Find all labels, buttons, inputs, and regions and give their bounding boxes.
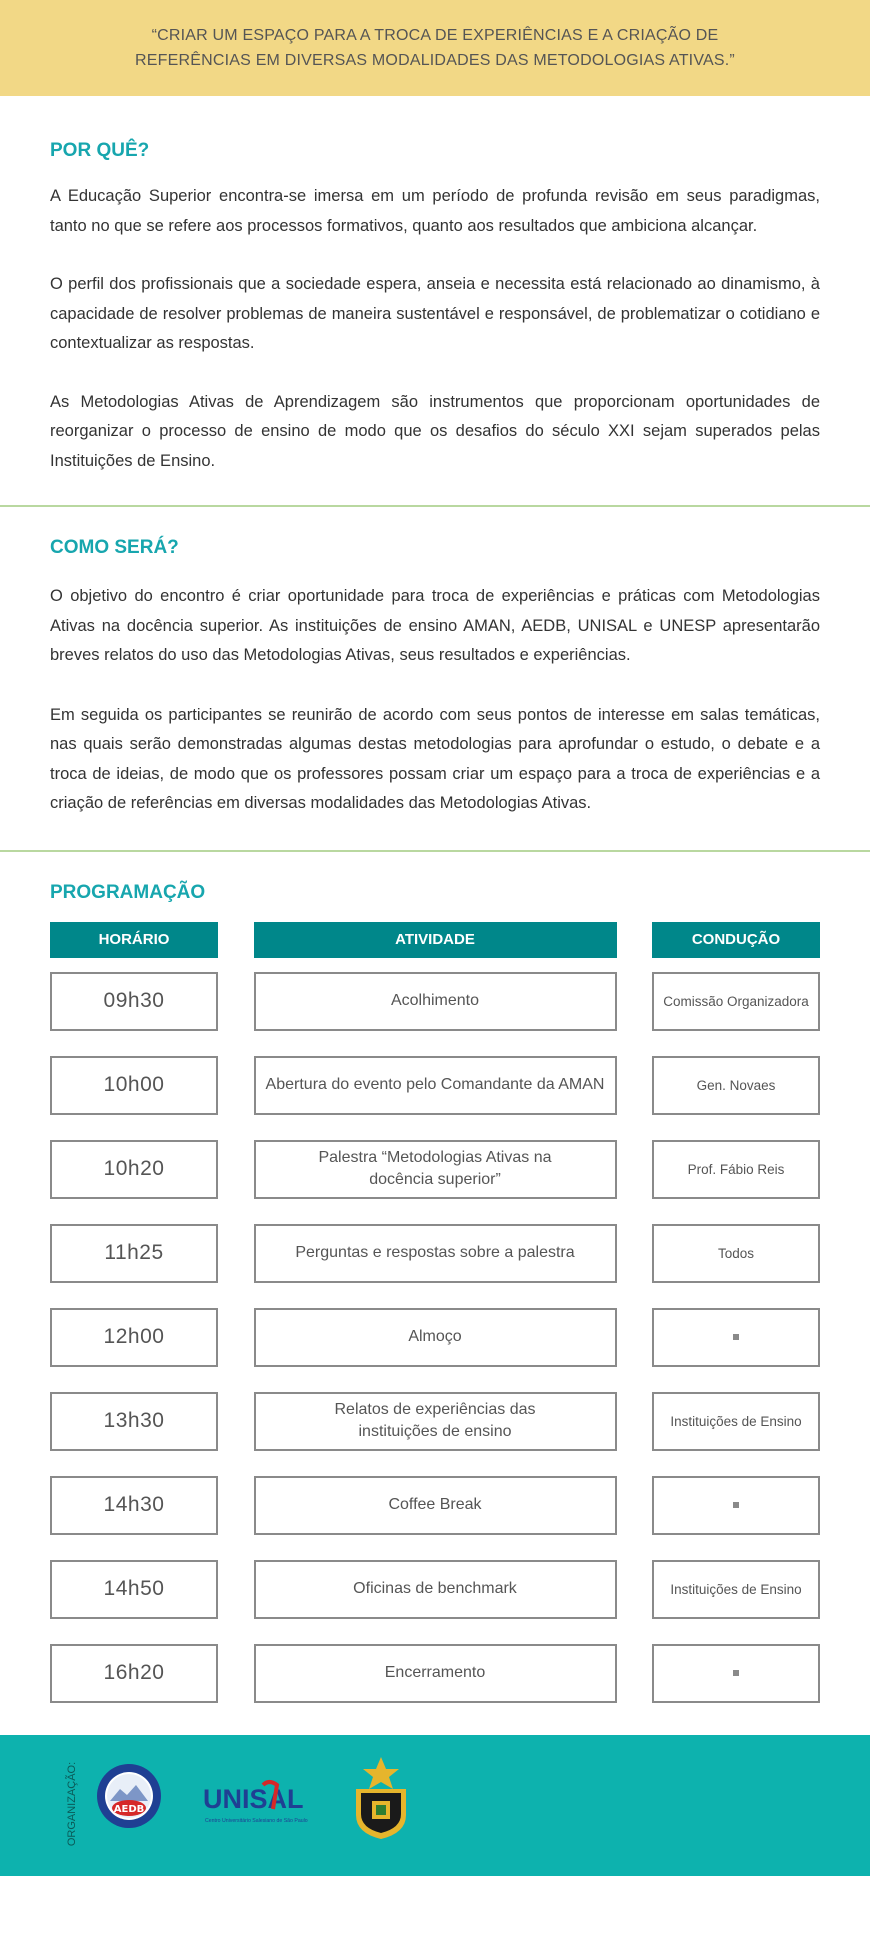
dash-mark	[733, 1670, 739, 1676]
paragraph: Em seguida os participantes se reunirão de acordo com seus pontos de interesse em salas temáticas, nas quais serão demonstradas algumas destas metodologias para aprofundar o estudo, o debate e a troca de ideias, de modo que os professores possam criar um espaço para a troca de experiências e a criação de referências em diversas modalidades das Metodologias Ativas.	[50, 705, 820, 812]
lead-cell: Instituições de Ensino	[652, 1560, 820, 1619]
paragraph: O objetivo do encontro é criar oportunidade para troca de experiências e práticas com Metodologias Ativas na docência superior. As instituições de ensino AMAN, AEDB, UNISAL e UNESP apresentarão breves relatos do uso das Metodologias Ativas, seus resultados e experiências.	[50, 587, 820, 664]
schedule-header	[50, 922, 820, 958]
aman-crest-logo	[348, 1755, 414, 1841]
unisal-logo-subtitle: Centro Universitário Salesiano de São Paulo	[205, 1817, 308, 1824]
schedule-row	[50, 1644, 820, 1703]
paragraph: O perfil dos profissionais que a sociedade espera, anseia e necessita está relacionado ao dinamismo, à capacidade de resolver problemas de maneira sustentável e responsável, de problematizar o cotidiano e contextualizar as respostas.	[50, 275, 820, 352]
lead-cell: Instituições de Ensino	[652, 1392, 820, 1451]
schedule-row	[50, 1560, 820, 1619]
organizacao-label	[41, 1761, 103, 1846]
paragraph: A Educação Superior encontra-se imersa em um período de profunda revisão em seus paradigmas, tanto no que se refere aos processos formativos, quanto aos resultados que ambiciona alcançar.	[50, 187, 820, 235]
activity-cell: Almoço	[254, 1308, 617, 1367]
activity-cell: Relatos de experiências das instituições de ensino	[254, 1392, 617, 1451]
time-cell: 14h30	[50, 1476, 218, 1535]
header-horario: HORÁRIO	[50, 922, 218, 958]
time-cell: 14h50	[50, 1560, 218, 1619]
time-cell: 09h30	[50, 972, 218, 1031]
time-cell: 16h20	[50, 1644, 218, 1703]
activity-cell: Abertura do evento pelo Comandante da AMAN	[254, 1056, 617, 1115]
paragraph: As Metodologias Ativas de Aprendizagem são instrumentos que proporcionam oportunidades de reorganizar o processo de ensino de modo que os desafios do século XXI sejam superados pelas Instituições de Ensino.	[50, 392, 820, 470]
schedule-table	[50, 972, 820, 1703]
schedule-row	[50, 1140, 820, 1199]
activity-cell: Oficinas de benchmark	[254, 1560, 617, 1619]
activity-cell: Coffee Break	[254, 1476, 617, 1535]
time-cell: 11h25	[50, 1224, 218, 1283]
schedule-row	[50, 972, 820, 1031]
dash-mark	[733, 1502, 739, 1508]
aedb-logo	[96, 1763, 162, 1829]
aedb-logo-text: AEDB	[113, 1803, 145, 1815]
time-cell: 10h20	[50, 1140, 218, 1199]
activity-cell: Palestra “Metodologias Ativas na docência superior”	[254, 1140, 617, 1199]
section-title-por-que: POR QUÊ?	[50, 140, 150, 161]
lead-cell-empty	[652, 1308, 820, 1367]
activity-cell: Encerramento	[254, 1644, 617, 1703]
quote-banner	[0, 0, 870, 96]
section-title-programacao: PROGRAMAÇÃO	[50, 881, 206, 903]
activity-cell: Acolhimento	[254, 972, 617, 1031]
lead-cell: Prof. Fábio Reis	[652, 1140, 820, 1199]
section-por-que	[0, 96, 870, 476]
unisal-logo-text: UNISAL	[203, 1783, 304, 1814]
time-cell: 12h00	[50, 1308, 218, 1367]
schedule-row	[50, 1308, 820, 1367]
organizacao-text: ORGANIZAÇÃO:	[66, 1761, 78, 1846]
lead-cell: Todos	[652, 1224, 820, 1283]
unisal-logo	[203, 1777, 315, 1827]
time-cell: 10h00	[50, 1056, 218, 1115]
schedule-row	[50, 1224, 820, 1283]
schedule-row	[50, 1392, 820, 1451]
schedule-row	[50, 1476, 820, 1535]
banner-quote: “CRIAR UM ESPAÇO PARA A TROCA DE EXPERIÊNCIAS E A CRIAÇÃO DE REFERÊNCIAS EM DIVERSAS MODALIDADES DAS METODOLOGIAS ATIVAS.”	[135, 27, 735, 69]
lead-cell: Gen. Novaes	[652, 1056, 820, 1115]
schedule-row	[50, 1056, 820, 1115]
header-conducao: CONDUÇÃO	[652, 922, 820, 958]
section-como-sera	[0, 507, 870, 819]
footer	[0, 1735, 870, 1876]
lead-cell: Comissão Organizadora	[652, 972, 820, 1031]
header-atividade: ATIVIDADE	[254, 922, 617, 958]
activity-cell: Perguntas e respostas sobre a palestra	[254, 1224, 617, 1283]
section-title-como-sera: COMO SERÁ?	[50, 537, 179, 558]
time-cell: 13h30	[50, 1392, 218, 1451]
section-programacao	[0, 852, 870, 1703]
lead-cell-empty	[652, 1476, 820, 1535]
dash-mark	[733, 1334, 739, 1340]
lead-cell-empty	[652, 1644, 820, 1703]
